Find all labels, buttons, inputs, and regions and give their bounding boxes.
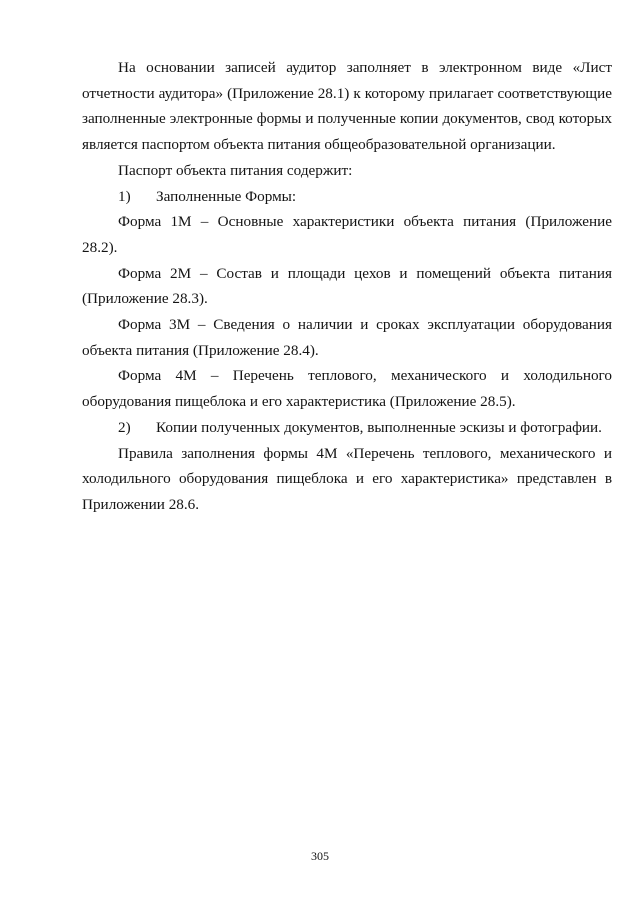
list-item-number: 1) <box>118 187 131 205</box>
paragraph-audit-report: На основании записей аудитор заполняет в электронном виде «Лист отчетности аудитора» (Приложение 28.1) к которому прилагает соответствующие заполненные электронные формы и полученные копии документов, свод которых является паспортом объекта питания общеобразовательной организации. <box>82 59 612 154</box>
paragraph-form-1m: Форма 1М – Основные характеристики объекта питания (Приложение 28.2). <box>82 213 612 256</box>
list-item-text: Заполненные Формы: <box>156 187 297 205</box>
paragraph-form-2m: Форма 2М – Состав и площади цехов и помещений объекта питания (Приложение 28.3). <box>82 264 612 308</box>
list-item-number: 2) <box>118 418 131 436</box>
paragraph-passport-contents: Паспорт объекта питания содержит: <box>118 161 353 179</box>
paragraph-form-4m-rules: Правила заполнения формы 4М «Перечень теплового, механического и холодильного оборудования пищеблока и его характеристика» представлен в Приложении 28.6. <box>82 444 612 513</box>
paragraph-form-3m: Форма 3М – Сведения о наличии и сроках эксплуатации оборудования объекта питания (Приложение 28.4). <box>82 316 612 359</box>
list-item-filled-forms <box>82 184 612 210</box>
list-item-text: Копии полученных документов, выполненные эскизы и фотографии. <box>156 418 602 436</box>
paragraph-form-4m: Форма 4М – Перечень теплового, механического и холодильного оборудования пищеблока и его характеристика (Приложение 28.5). <box>82 367 612 411</box>
page-number: 305 <box>311 849 329 863</box>
document-body <box>82 55 612 518</box>
list-item-document-copies <box>82 415 612 441</box>
